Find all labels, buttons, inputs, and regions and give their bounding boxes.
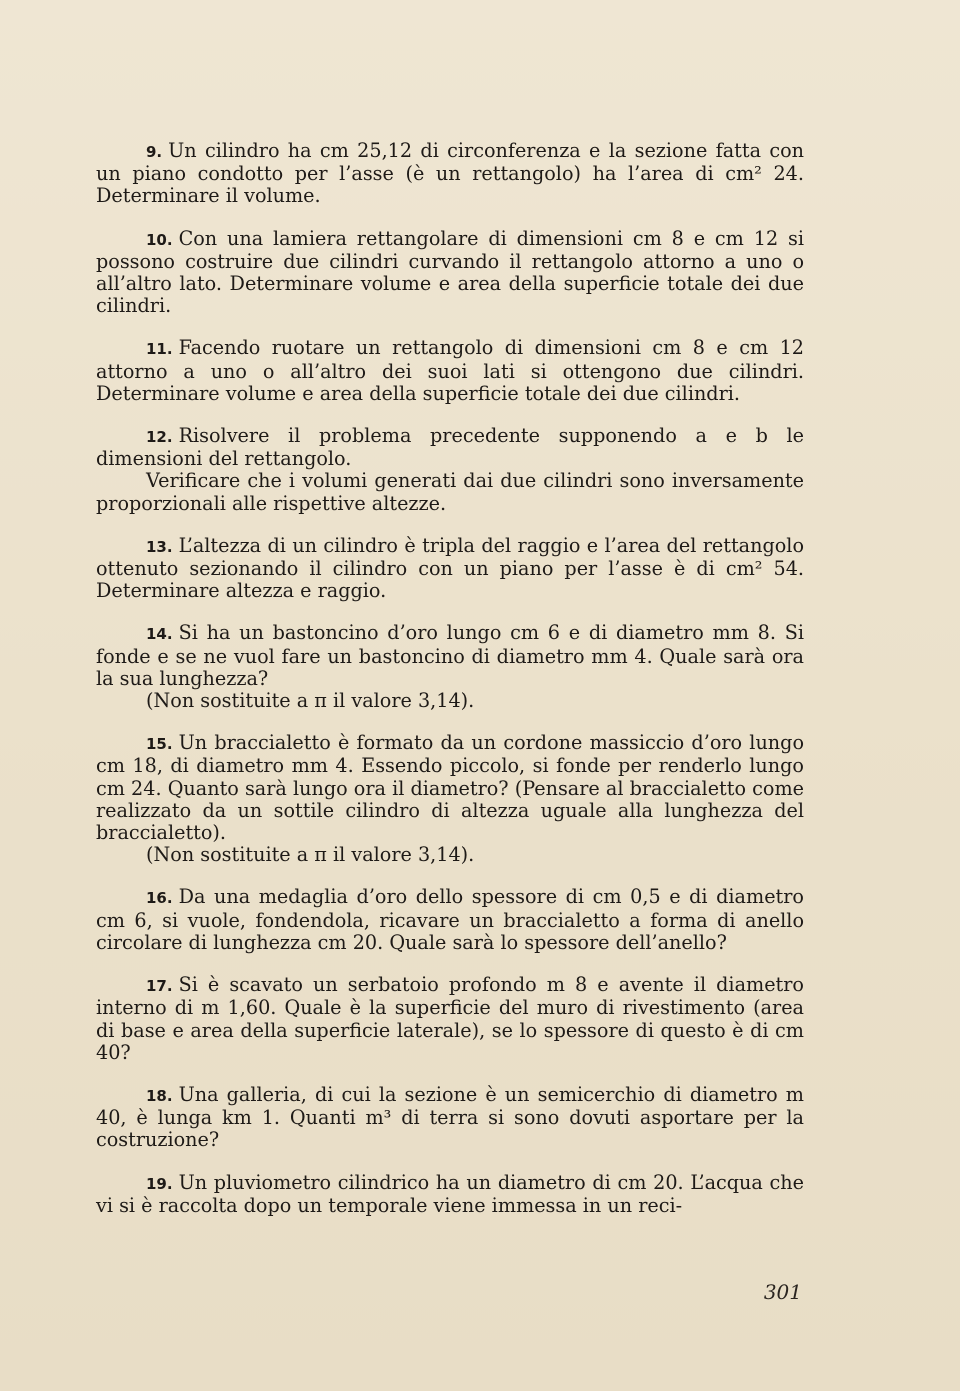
problem-number: 14. [146,625,173,644]
problem-number: 13. [146,537,173,556]
problem-10 [96,228,804,318]
problem-text: Da una medaglia d’oro dello spessore di cm 0,5 e di diametro cm 6, si vuole, fondendola, ricavare un braccialetto a forma di anello circolare di lunghezza cm 20. Quale sarà lo spessore dell’anello? [96,885,804,954]
problem-19 [96,1172,804,1217]
problem-note: (Non sostituite a π il valore 3,14). [146,843,475,867]
problem-number: 12. [146,428,173,447]
problem-number: 9. [146,143,163,161]
problem-number: 11. [146,340,173,359]
problem-text: Un braccialetto è formato da un cordone massiccio d’oro lungo cm 18, di diametro mm 4. Essendo piccolo, si fonde per renderlo lungo cm 24. Quanto sarà lungo ora il diametro? (Pensare al braccialetto come realizzato da un sottile cilindro di altezza uguale alla lunghezza del braccialetto). [96,731,804,845]
problem-12 [96,425,804,515]
page-number: 301 [763,1280,802,1304]
problem-number: 16. [146,889,173,908]
problem-number: 15. [146,735,173,754]
problem-list [96,140,804,1237]
problem-text: Facendo ruotare un rettangolo di dimensioni cm 8 e cm 12 attorno a uno o all’altro dei suoi lati si ottengono due cilindri. Determinare volume e area della superficie totale dei due cilindri. [96,336,804,405]
problem-text: L’altezza di un cilindro è tripla del raggio e l’area del rettangolo ottenuto sezionando il cilindro con un piano per l’asse è di cm² 54. Determinare altezza e raggio. [96,533,804,603]
problem-number: 10. [146,230,173,249]
problem-text: Verificare che i volumi generati dai due cilindri sono inversamente proporzionali alle rispettive altezze. [96,469,804,515]
problem-9 [96,140,804,208]
problem-11 [96,337,804,405]
problem-text: Risolvere il problema precedente supponendo a e b le dimensioni del rettangolo. [96,424,804,471]
problem-18 [96,1084,804,1152]
problem-number: 19. [146,1174,173,1193]
problem-note: (Non sostituite a π il valore 3,14). [146,689,475,713]
problem-text: Una galleria, di cui la sezione è un semicerchio di diametro m 40, è lunga km 1. Quanti m³ di terra si sono dovuti asportare per la costruzione? [96,1082,804,1152]
problem-17 [96,974,804,1064]
problem-16 [96,886,804,954]
problem-text: Si ha un bastoncino d’oro lungo cm 6 e di diametro mm 8. Si fonde e se ne vuol fare un bastoncino di diametro mm 4. Quale sarà ora la sua lunghezza? [96,621,804,690]
problem-number: 18. [146,1086,173,1105]
problem-15 [96,732,804,866]
problem-text: Con una lamiera rettangolare di dimensioni cm 8 e cm 12 si possono costruire due cilindri curvando il rettangolo attorno a uno o all’altro lato. Determinare volume e area della superficie totale dei due cilindri. [96,226,804,318]
problem-text: Si è scavato un serbatoio profondo m 8 e avente il diametro interno di m 1,60. Quale è la superficie del muro di rivestimento (area di base e area della superficie laterale), se lo spessore di questo è di cm 40? [96,973,804,1064]
problem-text: Un pluviometro cilindrico ha un diametro di cm 20. L’acqua che vi si è raccolta dopo un temporale viene immessa in un reci- [96,1170,804,1217]
problem-14 [96,622,804,712]
problem-text: Un cilindro ha cm 25,12 di circonferenza e la sezione fatta con un piano condotto per l’asse (è un rettangolo) ha l’area di cm² 24. Determinare il volume. [96,139,804,208]
problem-number: 17. [146,977,173,996]
problem-13 [96,535,804,603]
